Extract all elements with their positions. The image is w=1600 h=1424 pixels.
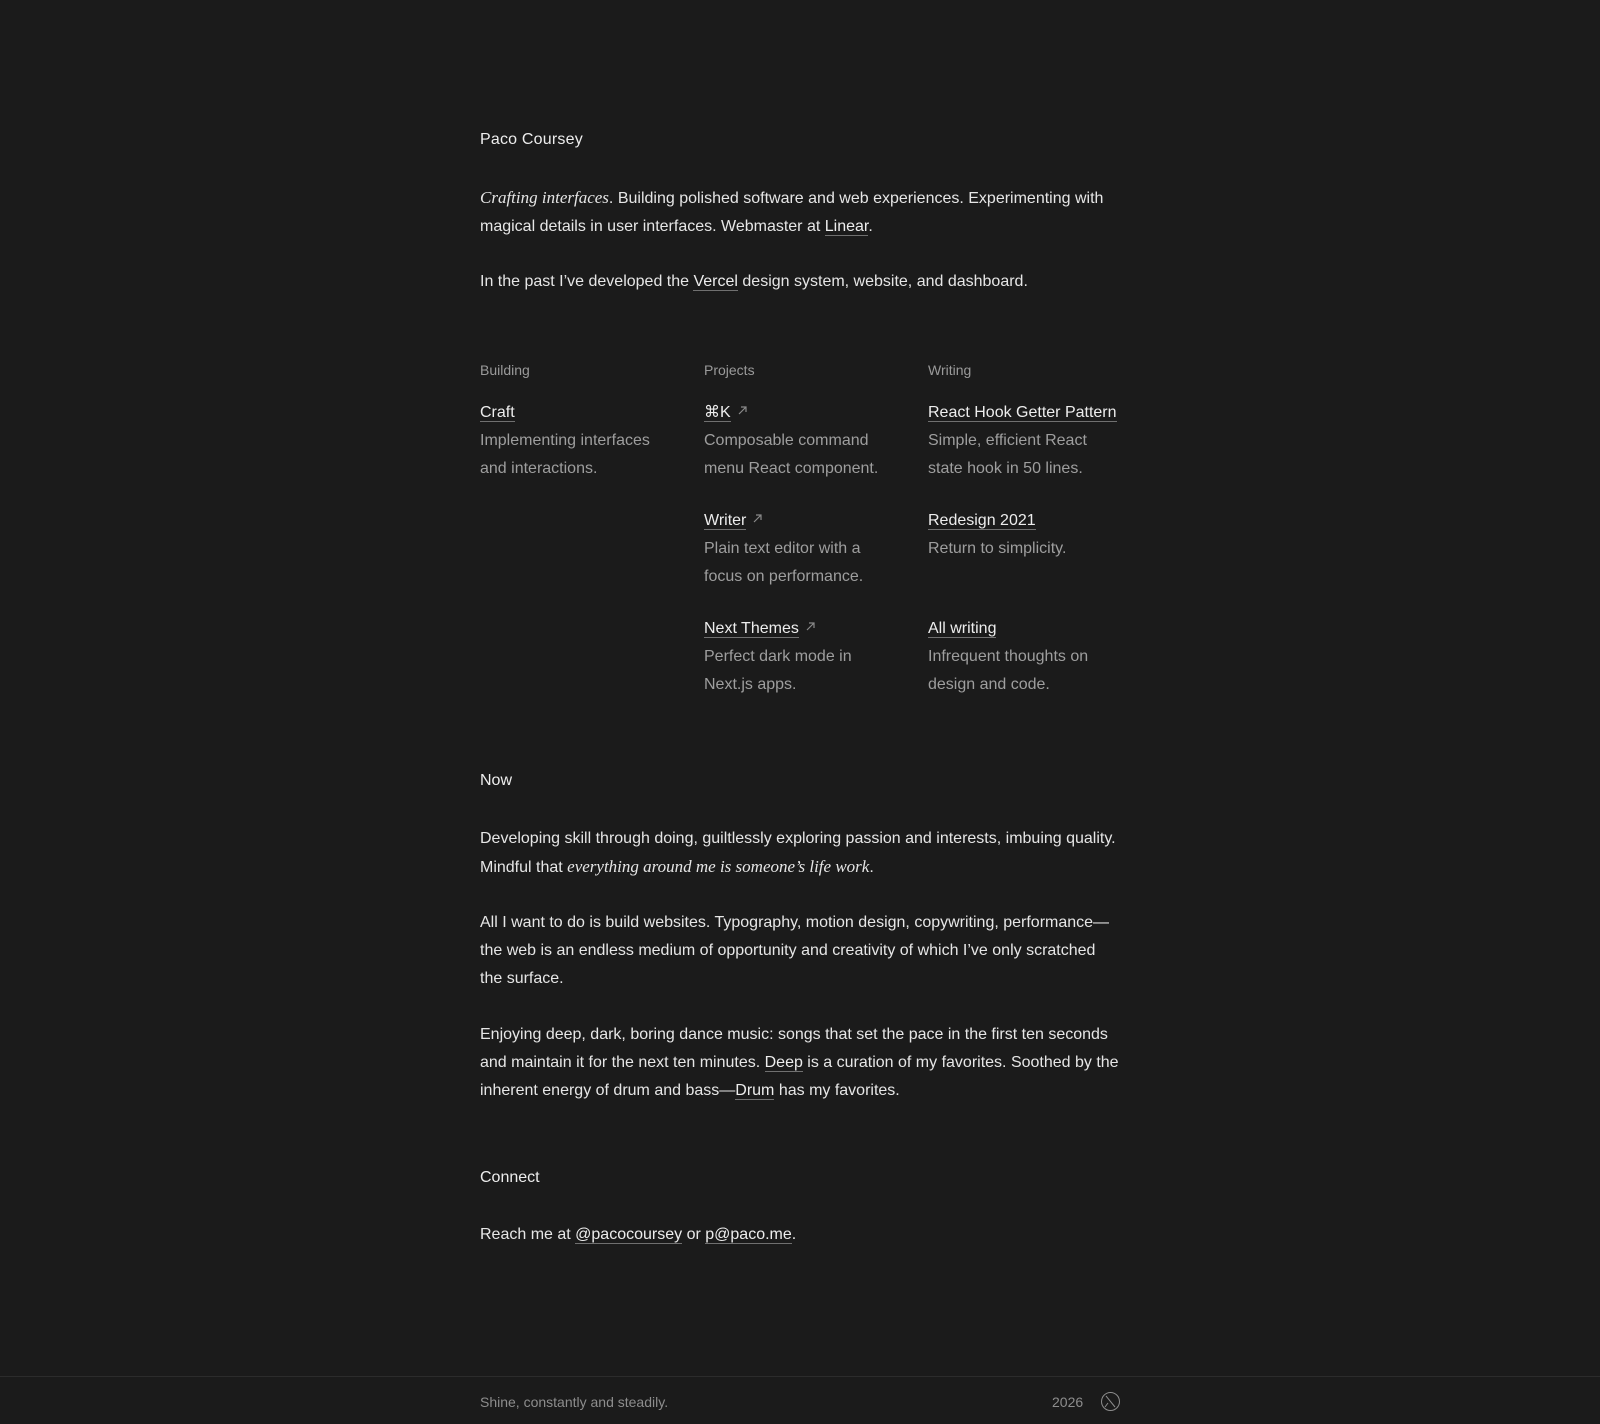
- project-item-cmdk: [704, 399, 889, 483]
- twitter-link[interactable]: @pacocoursey: [575, 1226, 683, 1243]
- connect-text-1: Reach me at: [480, 1226, 576, 1243]
- project-item-writer: [704, 507, 879, 591]
- cmdk-description: Composable command menu React component.: [704, 432, 879, 477]
- writer-link[interactable]: Writer: [704, 512, 747, 529]
- footer-year: 2026: [1052, 1394, 1084, 1410]
- craft-link[interactable]: Craft: [480, 404, 515, 421]
- theme-toggle-icon[interactable]: [1100, 1391, 1121, 1412]
- now-p1-text: Developing skill through doing, guiltlessly exploring passion and interests, imbuing quality. Mindful that: [480, 830, 1116, 876]
- drum-link[interactable]: Drum: [735, 1082, 775, 1099]
- now-paragraph-2: All I want to do is build websites. Typography, motion design, copywriting, performance—the web is an endless medium of opportunity and creativity of which I’ve only scratched the surface.: [480, 914, 1110, 987]
- writing-label: Writing: [928, 362, 972, 378]
- connect-text-2: or: [682, 1226, 706, 1243]
- now-p3-text-3: has my favorites.: [774, 1082, 900, 1099]
- writing-item-redesign: [928, 507, 1118, 563]
- past-paragraph: [480, 268, 1130, 296]
- cmdk-link[interactable]: ⌘K: [704, 404, 731, 421]
- now-paragraph-3: [480, 1021, 1130, 1105]
- connect-paragraph: [480, 1221, 1130, 1249]
- now-heading: Now: [480, 772, 513, 789]
- past-text-2: design system, website, and dashboard.: [737, 273, 1028, 290]
- project-item-next-themes: [704, 615, 879, 699]
- external-arrow-icon: [805, 621, 816, 632]
- intro-text-2: .: [868, 218, 873, 235]
- react-hook-description: Simple, efficient React state hook in 50 lines.: [928, 432, 1087, 477]
- now-p1-italic: everything around me is someone’s life work: [567, 857, 870, 876]
- vercel-link[interactable]: Vercel: [693, 273, 738, 290]
- writing-item-all: [928, 615, 1103, 699]
- now-paragraph-1: [480, 825, 1130, 882]
- building-item-craft: [480, 399, 670, 483]
- intro-italic: Crafting interfaces: [480, 188, 609, 207]
- react-hook-link[interactable]: React Hook Getter Pattern: [928, 404, 1117, 421]
- linear-link[interactable]: Linear: [824, 218, 869, 235]
- connect-heading: Connect: [480, 1169, 540, 1186]
- now-p1-end: .: [869, 859, 874, 876]
- now-p3-text-1: Enjoying deep, dark, boring dance music: songs that set the pace in the first ten seconds and maintain it for the next ten minutes.: [480, 1026, 1108, 1071]
- writing-item-react-hook: [928, 399, 1128, 483]
- redesign-link[interactable]: Redesign 2021: [928, 512, 1036, 529]
- intro-paragraph: [480, 184, 1130, 241]
- building-label: Building: [480, 362, 530, 378]
- writer-description: Plain text editor with a focus on performance.: [704, 540, 864, 585]
- redesign-description: Return to simplicity.: [928, 540, 1067, 557]
- all-writing-description: Infrequent thoughts on design and code.: [928, 648, 1089, 693]
- projects-label: Projects: [704, 362, 755, 378]
- site-name: Paco Coursey: [480, 131, 583, 148]
- footer-tagline: Shine, constantly and steadily.: [480, 1394, 669, 1410]
- external-arrow-icon: [752, 513, 763, 524]
- deep-link[interactable]: Deep: [764, 1054, 803, 1071]
- footer-divider: [0, 1376, 1600, 1377]
- all-writing-link[interactable]: All writing: [928, 620, 997, 637]
- next-themes-link[interactable]: Next Themes: [704, 620, 799, 637]
- past-text-1: In the past I’ve developed the: [480, 273, 694, 290]
- next-themes-description: Perfect dark mode in Next.js apps.: [704, 648, 852, 693]
- connect-text-3: .: [791, 1226, 797, 1243]
- external-arrow-icon: [737, 405, 748, 416]
- intro-text-1: . Building polished software and web experiences. Experimenting with magical details in user interfaces. Webmaster at: [480, 190, 1104, 235]
- craft-description: Implementing interfaces and interactions.: [480, 432, 650, 477]
- email-link[interactable]: p@paco.me: [705, 1226, 792, 1243]
- now-p3-text-2: is a curation of my favorites. Soothed by the inherent energy of drum and bass—: [480, 1054, 1119, 1099]
